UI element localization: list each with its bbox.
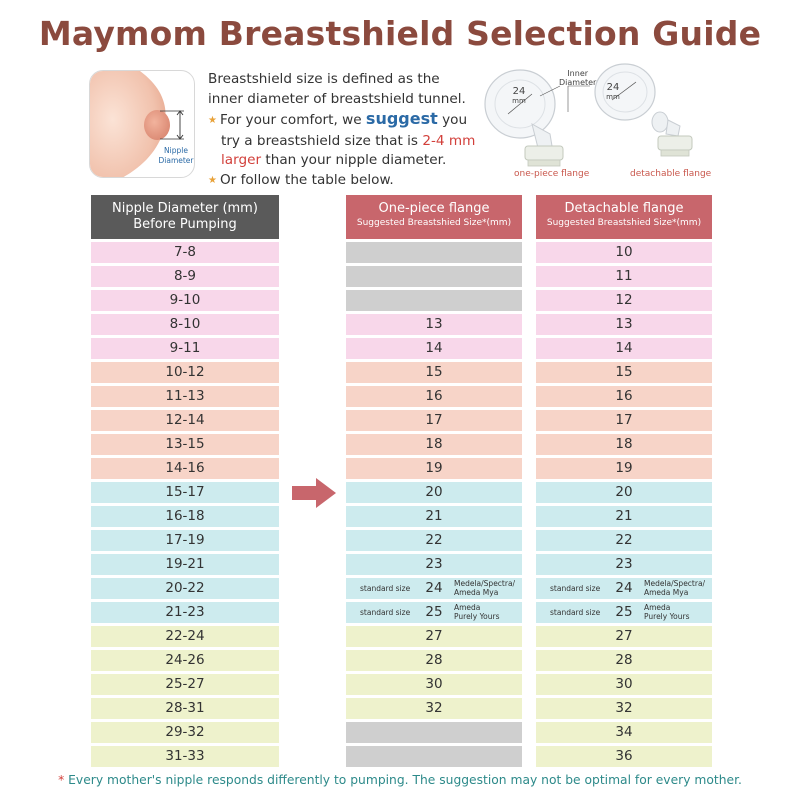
one-piece-caption: one-piece flange bbox=[514, 169, 590, 179]
right-arrow-icon bbox=[292, 478, 336, 508]
size-value: 22 bbox=[425, 532, 443, 548]
compatible-brands bbox=[454, 580, 515, 597]
detachable-size-cell bbox=[536, 530, 712, 551]
size-value: 14 bbox=[615, 340, 633, 356]
size-value: 34 bbox=[615, 724, 633, 740]
flange-illustrations bbox=[480, 62, 730, 184]
inner-label-line: Diameter bbox=[559, 78, 597, 87]
nipple-diameter-cell: 29-32 bbox=[91, 722, 279, 743]
one-piece-column bbox=[346, 242, 522, 770]
intro-line: inner diameter of breastshield tunnel. bbox=[208, 90, 466, 107]
header-title: Detachable flange bbox=[564, 201, 684, 216]
one-piece-size-cell bbox=[346, 674, 522, 695]
size-value: 21 bbox=[425, 508, 443, 524]
detachable-size-cell bbox=[536, 290, 712, 311]
size-value: 12 bbox=[615, 292, 633, 308]
nipple-diameter-cell: 28-31 bbox=[91, 698, 279, 719]
one-piece-size-cell bbox=[346, 266, 522, 287]
standard-size-label: standard size bbox=[360, 584, 411, 593]
size-value: 16 bbox=[425, 388, 443, 404]
size-value: 30 bbox=[425, 676, 443, 692]
compatible-brands bbox=[644, 604, 690, 621]
diameter-label: Diameter bbox=[158, 156, 194, 165]
intro-text-segment: For your comfort, we bbox=[219, 112, 366, 128]
detachable-size-cell bbox=[536, 386, 712, 407]
one-piece-size-cell bbox=[346, 362, 522, 383]
intro-text-segment: Or follow the table below. bbox=[219, 171, 394, 188]
one-piece-size-cell bbox=[346, 482, 522, 503]
intro-text-segment: than your nipple diameter. bbox=[261, 152, 447, 168]
detachable-size-cell bbox=[536, 266, 712, 287]
breast-nipple-icon bbox=[90, 71, 195, 178]
one-piece-size-cell bbox=[346, 626, 522, 647]
size-value: 10 bbox=[615, 244, 633, 260]
size-value: 32 bbox=[425, 700, 443, 716]
one-piece-size-cell bbox=[346, 578, 522, 599]
intro-text bbox=[208, 70, 480, 191]
detachable-size-cell bbox=[536, 746, 712, 767]
detachable-size-cell bbox=[536, 650, 712, 671]
header-title: One-piece flange bbox=[378, 201, 490, 216]
intro-line: Breastshield size is defined as the bbox=[208, 71, 440, 87]
size-value: 20 bbox=[615, 484, 633, 500]
size-value: 36 bbox=[615, 748, 633, 764]
size-value: 32 bbox=[615, 700, 633, 716]
header-subtitle: Suggested Breastshied Size*(mm) bbox=[356, 218, 512, 228]
nipple-diameter-cell: 12-14 bbox=[91, 410, 279, 431]
size-value: 24 bbox=[615, 580, 633, 596]
size-value: 19 bbox=[615, 460, 633, 476]
brand-line: Purely Yours bbox=[644, 611, 690, 621]
size-value: 18 bbox=[425, 436, 443, 452]
detachable-size-value: 24 mm bbox=[606, 82, 620, 101]
standard-size-label: standard size bbox=[360, 608, 411, 617]
nipple-diameter-cell: 15-17 bbox=[91, 482, 279, 503]
detachable-size-cell bbox=[536, 626, 712, 647]
size-value: 20 bbox=[425, 484, 443, 500]
header-subtitle: Suggested Breastshied Size*(mm) bbox=[546, 218, 702, 228]
detachable-caption: detachable flange bbox=[630, 169, 712, 179]
size-value: 23 bbox=[615, 556, 633, 572]
detachable-size-cell bbox=[536, 674, 712, 695]
nipple-diameter-header bbox=[91, 195, 279, 239]
detachable-size-cell bbox=[536, 602, 712, 623]
nipple-diameter-cell: 16-18 bbox=[91, 506, 279, 527]
header-line: Before Pumping bbox=[133, 217, 237, 232]
size-value: 16 bbox=[615, 388, 633, 404]
detachable-size-cell bbox=[536, 554, 712, 575]
size-value: 17 bbox=[425, 412, 443, 428]
detachable-size-cell bbox=[536, 458, 712, 479]
inner-diameter-label bbox=[559, 69, 596, 87]
nipple-diameter-column bbox=[91, 242, 279, 770]
nipple-diameter-cell: 22-24 bbox=[91, 626, 279, 647]
one-piece-size-cell bbox=[346, 746, 522, 767]
intro-line bbox=[208, 151, 480, 171]
detachable-size-cell bbox=[536, 362, 712, 383]
one-piece-size-cell bbox=[346, 506, 522, 527]
detachable-size-cell bbox=[536, 506, 712, 527]
one-piece-size-cell bbox=[346, 650, 522, 671]
nipple-diameter-illustration bbox=[89, 70, 195, 178]
detachable-column bbox=[536, 242, 712, 770]
size-value: 13 bbox=[615, 316, 633, 332]
standard-size-label: standard size bbox=[550, 608, 601, 617]
size-value: 19 bbox=[425, 460, 443, 476]
one-piece-size-cell bbox=[346, 434, 522, 455]
footnote bbox=[0, 773, 800, 787]
detachable-size-cell bbox=[536, 722, 712, 743]
nipple-diameter-cell: 31-33 bbox=[91, 746, 279, 767]
nipple-diameter-cell: 25-27 bbox=[91, 674, 279, 695]
size-value: 13 bbox=[425, 316, 443, 332]
nipple-diameter-cell: 8-10 bbox=[91, 314, 279, 335]
brand-line: Ameda Mya bbox=[644, 587, 689, 597]
larger-emphasis: larger bbox=[221, 152, 262, 168]
star-bullet-icon: ★ bbox=[208, 115, 217, 126]
nipple-diameter-cell: 17-19 bbox=[91, 530, 279, 551]
nipple-diameter-cell: 9-11 bbox=[91, 338, 279, 359]
detachable-size-cell bbox=[536, 482, 712, 503]
nipple-diameter-cell: 9-10 bbox=[91, 290, 279, 311]
one-piece-size-cell bbox=[346, 698, 522, 719]
one-piece-size-cell bbox=[346, 386, 522, 407]
one-piece-size-cell bbox=[346, 602, 522, 623]
detachable-size-cell bbox=[536, 242, 712, 263]
one-piece-size-cell bbox=[346, 242, 522, 263]
one-piece-size-cell bbox=[346, 458, 522, 479]
one-piece-size-cell bbox=[346, 554, 522, 575]
suggest-emphasis: suggest bbox=[365, 109, 438, 128]
footnote-text: Every mother's nipple responds differently to pumping. The suggestion may not be optimal for every mother. bbox=[64, 773, 742, 787]
one-piece-size-value: 24 mm bbox=[512, 86, 526, 105]
compatible-brands bbox=[454, 604, 500, 621]
brand-line: Medela/Spectra/ bbox=[454, 579, 516, 588]
nipple-diameter-cell: 21-23 bbox=[91, 602, 279, 623]
detachable-size-cell bbox=[536, 698, 712, 719]
nipple-diameter-cell: 11-13 bbox=[91, 386, 279, 407]
detachable-size-cell bbox=[536, 410, 712, 431]
size-value: 25 bbox=[615, 604, 633, 620]
star-bullet-icon: ★ bbox=[208, 174, 217, 186]
brand-line: Medela/Spectra/ bbox=[644, 579, 706, 588]
size-range-emphasis: 2-4 mm bbox=[422, 132, 476, 149]
brand-line: Ameda Mya bbox=[454, 587, 499, 597]
detachable-size-cell bbox=[536, 338, 712, 359]
nipple-diameter-cell: 8-9 bbox=[91, 266, 279, 287]
intro-line bbox=[208, 132, 480, 152]
size-value: 15 bbox=[425, 364, 443, 380]
one-piece-size-cell bbox=[346, 530, 522, 551]
detachable-size-cell bbox=[536, 314, 712, 335]
nipple-diameter-cell: 10-12 bbox=[91, 362, 279, 383]
page-title: Maymom Breastshield Selection Guide bbox=[38, 14, 762, 53]
brand-line: Purely Yours bbox=[454, 611, 500, 621]
size-value: 25 bbox=[425, 604, 443, 620]
size-value: 24 bbox=[425, 580, 443, 596]
footnote-star: * bbox=[58, 773, 65, 787]
nipple-diameter-cell: 13-15 bbox=[91, 434, 279, 455]
size-value: 27 bbox=[615, 628, 633, 644]
one-piece-size-cell bbox=[346, 722, 522, 743]
nipple-diameter-cell: 24-26 bbox=[91, 650, 279, 671]
size-value: 30 bbox=[615, 676, 633, 692]
size-value: 23 bbox=[425, 556, 443, 572]
nipple-diameter-cell: 7-8 bbox=[91, 242, 279, 263]
size-value: 17 bbox=[615, 412, 633, 428]
brand-line: Ameda bbox=[454, 603, 481, 612]
size-value: 27 bbox=[425, 628, 443, 644]
one-piece-size-cell bbox=[346, 410, 522, 431]
size-value: 11 bbox=[615, 268, 633, 284]
one-piece-size-cell bbox=[346, 314, 522, 335]
one-piece-size-cell bbox=[346, 338, 522, 359]
one-piece-header bbox=[346, 195, 522, 239]
nipple-label: Nipple bbox=[164, 146, 188, 155]
nipple-diameter-cell: 19-21 bbox=[91, 554, 279, 575]
brand-line: Ameda bbox=[644, 603, 671, 612]
detachable-size-cell bbox=[536, 434, 712, 455]
size-value: 21 bbox=[615, 508, 633, 524]
detachable-header bbox=[536, 195, 712, 239]
size-value: 18 bbox=[615, 436, 633, 452]
detachable-size-cell bbox=[536, 578, 712, 599]
nipple-diameter-cell: 14-16 bbox=[91, 458, 279, 479]
standard-size-label: standard size bbox=[550, 584, 601, 593]
intro-line bbox=[208, 171, 480, 192]
intro-text-segment: you bbox=[437, 112, 468, 128]
header-line: Nipple Diameter (mm) bbox=[112, 201, 258, 216]
nipple-diameter-cell: 20-22 bbox=[91, 578, 279, 599]
size-value: 14 bbox=[425, 340, 443, 356]
compatible-brands bbox=[644, 580, 705, 597]
size-value: 28 bbox=[615, 652, 633, 668]
size-value: 28 bbox=[425, 652, 443, 668]
size-value: 15 bbox=[615, 364, 633, 380]
size-value: 22 bbox=[615, 532, 633, 548]
one-piece-size-cell bbox=[346, 290, 522, 311]
intro-text-segment: try a breastshield size that is bbox=[221, 132, 423, 149]
flange-drawing-icon bbox=[480, 62, 730, 184]
intro-line bbox=[208, 109, 480, 132]
inner-label-line: Inner bbox=[567, 69, 589, 78]
